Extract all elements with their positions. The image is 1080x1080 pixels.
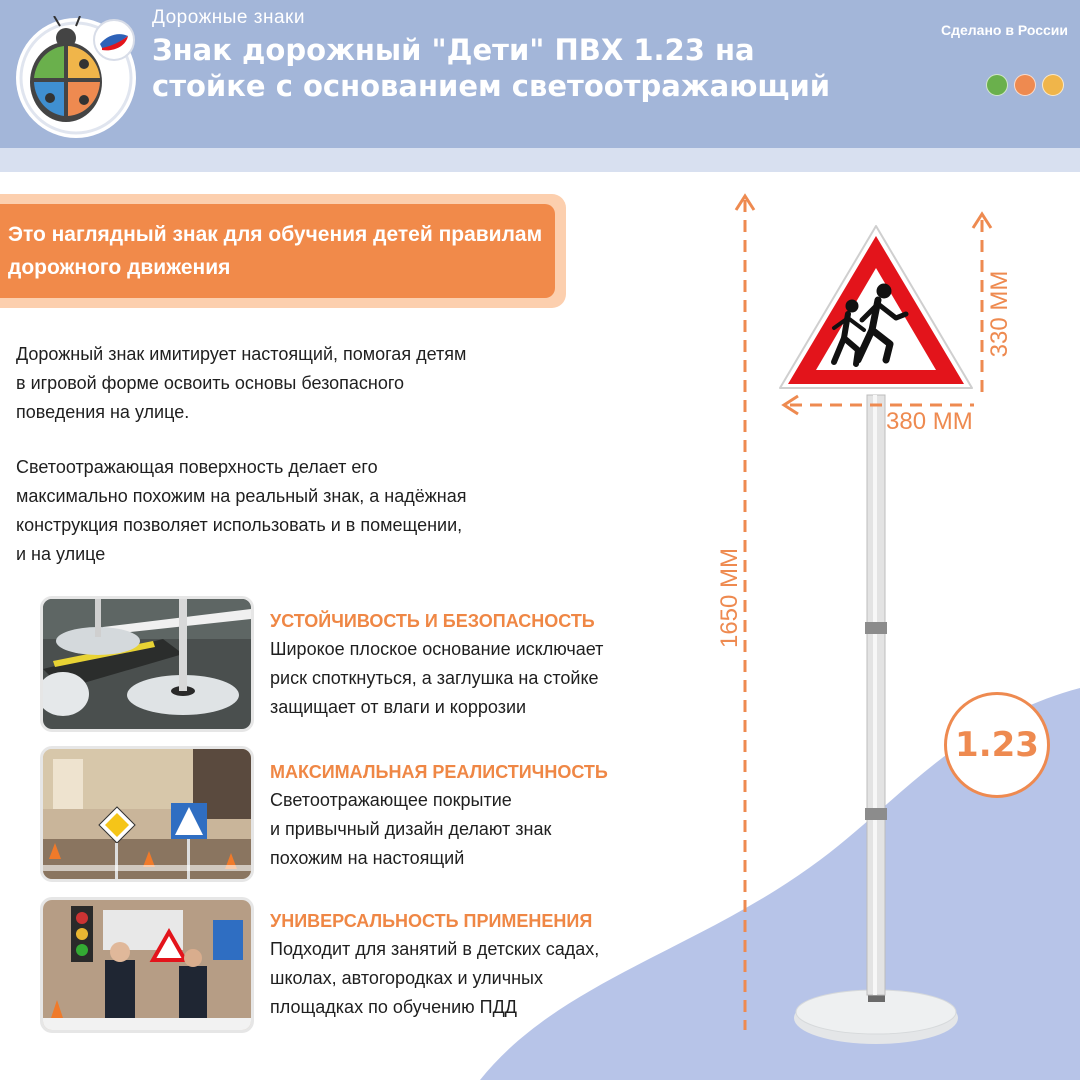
- feature-text-stability: Широкое плоское основание исключает риск споткнуться, а заглушка на стойке защищает от влаги и коррозии: [270, 639, 604, 717]
- feature-text-realism: Светоотражающее покрытие и привычный дизайн делают знак похожим на настоящий: [270, 790, 552, 868]
- callout-box: Это наглядный знак для обучения детей правилам дорожного движения: [0, 204, 555, 298]
- feature-text-universality: Подходит для занятий в детских садах, школах, автогородках и уличных площадках по обучению ПДД: [270, 939, 600, 1017]
- made-in-label: Сделано в России: [941, 22, 1068, 38]
- description-paragraph-1: Дорожный знак имитирует настоящий, помогая детям в игровой форме освоить основы безопасного поведения на улице.: [16, 344, 467, 422]
- feature-title-stability: УСТОЙЧИВОСТЬ И БЕЗОПАСНОСТЬ: [270, 611, 595, 631]
- category-label: Дорожные знаки: [152, 7, 305, 28]
- page-title: Знак дорожный "Дети" ПВХ 1.23 на стойке с основанием светоотражающий: [152, 33, 831, 103]
- total-height-label: 1650 ММ: [716, 547, 743, 649]
- sign-height-label: 330 ММ: [986, 270, 1013, 358]
- feature-title-realism: МАКСИМАЛЬНАЯ РЕАЛИСТИЧНОСТЬ: [270, 762, 608, 782]
- sign-width-label: 380 ММ: [886, 408, 973, 435]
- feature-title-universality: УНИВЕРСАЛЬНОСТЬ ПРИМЕНЕНИЯ: [270, 911, 593, 931]
- sign-number-badge: 1.23: [944, 692, 1050, 798]
- description-paragraph-2: Светоотражающая поверхность делает его максимально похожим на реальный знак, а надёжная конструкция позволяет использовать и в помещении, и на улице: [16, 457, 467, 564]
